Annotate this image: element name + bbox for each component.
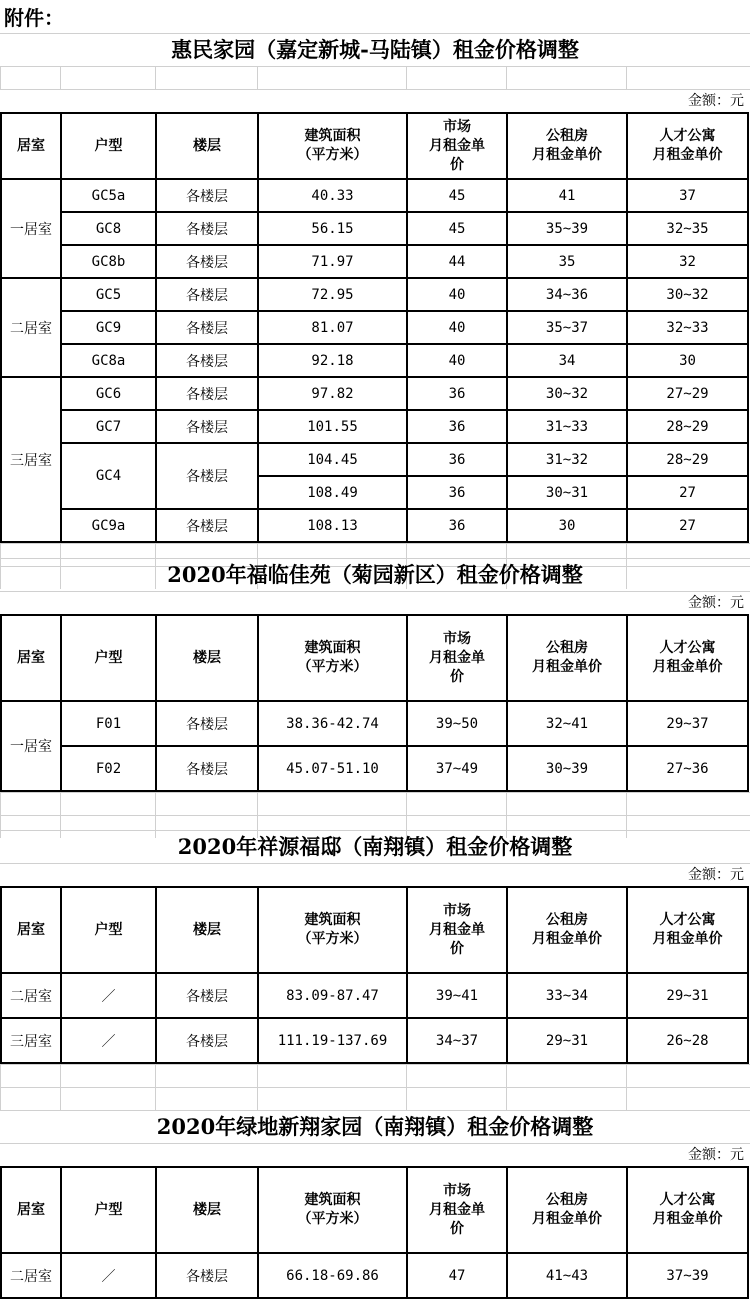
area-cell: 81.07: [258, 311, 407, 344]
floor-cell: 各楼层: [156, 746, 258, 791]
talent-rent-cell: 37: [627, 179, 748, 212]
floor-cell: 各楼层: [156, 701, 258, 746]
rent-table: [0, 886, 749, 1064]
table-row: [1, 179, 748, 212]
section-title: 2020年祥源福邸（南翔镇）租金价格调整: [0, 830, 750, 863]
area-cell: 111.19-137.69: [258, 1018, 407, 1063]
public-rent-cell: 41: [507, 179, 627, 212]
unit-label: 金额：元: [0, 89, 750, 112]
rent-table: [0, 614, 749, 792]
column-header: 楼层: [156, 1167, 258, 1253]
area-cell: 83.09-87.47: [258, 973, 407, 1018]
area-cell: 72.95: [258, 278, 407, 311]
unit-type-cell: GC9: [61, 311, 156, 344]
floor-cell: 各楼层: [156, 212, 258, 245]
spreadsheet-grid-row: [0, 66, 750, 89]
unit-type-cell: ／: [61, 1018, 156, 1063]
market-rent-cell: 36: [407, 509, 507, 542]
column-header: 市场 月租金单 价: [407, 113, 507, 179]
market-rent-cell: 44: [407, 245, 507, 278]
table-row: [1, 973, 748, 1018]
table-row: [1, 311, 748, 344]
spreadsheet-grid-row: [0, 1064, 750, 1087]
room-type-cell: 三居室: [1, 377, 61, 542]
public-rent-cell: 33~34: [507, 973, 627, 1018]
spreadsheet-grid-row: [0, 1087, 750, 1110]
unit-type-cell: GC8: [61, 212, 156, 245]
public-rent-cell: 35~39: [507, 212, 627, 245]
public-rent-cell: 35: [507, 245, 627, 278]
column-header: 人才公寓 月租金单价: [627, 615, 748, 701]
room-type-cell: 一居室: [1, 179, 61, 278]
table-row: [1, 410, 748, 443]
column-header: 市场 月租金单 价: [407, 1167, 507, 1253]
public-rent-cell: 29~31: [507, 1018, 627, 1063]
unit-label: 金额：元: [0, 863, 750, 886]
area-cell: 101.55: [258, 410, 407, 443]
room-type-cell: 二居室: [1, 278, 61, 377]
area-cell: 66.18-69.86: [258, 1253, 407, 1298]
public-rent-cell: 30: [507, 509, 627, 542]
market-rent-cell: 37~49: [407, 746, 507, 791]
public-rent-cell: 41~43: [507, 1253, 627, 1298]
attachment-label: 附件：: [4, 6, 64, 30]
room-type-cell: 一居室: [1, 701, 61, 791]
spreadsheet-grid-row: [0, 792, 750, 815]
unit-type-cell: GC4: [61, 443, 156, 509]
talent-rent-cell: 26~28: [627, 1018, 748, 1063]
talent-rent-cell: 30~32: [627, 278, 748, 311]
column-header: 建筑面积 （平方米）: [258, 1167, 407, 1253]
room-type-cell: 二居室: [1, 973, 61, 1018]
section-title: 2020年绿地新翔家园（南翔镇）租金价格调整: [0, 1110, 750, 1143]
market-rent-cell: 36: [407, 443, 507, 476]
talent-rent-cell: 27~36: [627, 746, 748, 791]
talent-rent-cell: 29~31: [627, 973, 748, 1018]
column-header: 公租房 月租金单价: [507, 113, 627, 179]
floor-cell: 各楼层: [156, 509, 258, 542]
column-header: 人才公寓 月租金单价: [627, 113, 748, 179]
column-header: 楼层: [156, 887, 258, 973]
section-title: 惠民家园（嘉定新城-马陆镇）租金价格调整: [0, 33, 750, 66]
public-rent-cell: 32~41: [507, 701, 627, 746]
market-rent-cell: 45: [407, 212, 507, 245]
unit-label: 金额：元: [0, 1143, 750, 1166]
public-rent-cell: 30~39: [507, 746, 627, 791]
unit-type-cell: GC7: [61, 410, 156, 443]
unit-type-cell: GC9a: [61, 509, 156, 542]
table-row: [1, 278, 748, 311]
area-cell: 108.13: [258, 509, 407, 542]
market-rent-cell: 47: [407, 1253, 507, 1298]
unit-type-cell: ／: [61, 973, 156, 1018]
talent-rent-cell: 32~33: [627, 311, 748, 344]
area-cell: 38.36-42.74: [258, 701, 407, 746]
floor-cell: 各楼层: [156, 278, 258, 311]
floor-cell: 各楼层: [156, 443, 258, 509]
talent-rent-cell: 27~29: [627, 377, 748, 410]
unit-type-cell: GC5: [61, 278, 156, 311]
area-cell: 104.45: [258, 443, 407, 476]
column-header: 市场 月租金单 价: [407, 887, 507, 973]
column-header: 人才公寓 月租金单价: [627, 887, 748, 973]
table-row: [1, 344, 748, 377]
column-header: 居室: [1, 887, 61, 973]
market-rent-cell: 39~41: [407, 973, 507, 1018]
unit-label: 金额：元: [0, 591, 750, 614]
talent-rent-cell: 28~29: [627, 410, 748, 443]
unit-type-cell: GC6: [61, 377, 156, 410]
header-row: [1, 887, 748, 973]
unit-type-cell: ／: [61, 1253, 156, 1298]
header-row: [1, 1167, 748, 1253]
market-rent-cell: 45: [407, 179, 507, 212]
rent-section: [0, 830, 750, 1110]
table-row: [1, 1253, 748, 1298]
area-cell: 40.33: [258, 179, 407, 212]
floor-cell: 各楼层: [156, 410, 258, 443]
column-header: 楼层: [156, 113, 258, 179]
talent-rent-cell: 27: [627, 509, 748, 542]
talent-rent-cell: 28~29: [627, 443, 748, 476]
public-rent-cell: 30~31: [507, 476, 627, 509]
public-rent-cell: 31~32: [507, 443, 627, 476]
rent-section: [0, 558, 750, 838]
floor-cell: 各楼层: [156, 1018, 258, 1063]
column-header: 建筑面积 （平方米）: [258, 113, 407, 179]
area-cell: 108.49: [258, 476, 407, 509]
column-header: 楼层: [156, 615, 258, 701]
rent-section: [0, 1110, 750, 1299]
rent-section: [0, 33, 750, 589]
table-row: [1, 746, 748, 791]
public-rent-cell: 31~33: [507, 410, 627, 443]
table-row: [1, 377, 748, 410]
room-type-cell: 二居室: [1, 1253, 61, 1298]
floor-cell: 各楼层: [156, 377, 258, 410]
column-header: 居室: [1, 615, 61, 701]
unit-type-cell: GC8b: [61, 245, 156, 278]
column-header: 户型: [61, 887, 156, 973]
column-header: 公租房 月租金单价: [507, 615, 627, 701]
column-header: 居室: [1, 113, 61, 179]
talent-rent-cell: 27: [627, 476, 748, 509]
floor-cell: 各楼层: [156, 179, 258, 212]
talent-rent-cell: 30: [627, 344, 748, 377]
room-type-cell: 三居室: [1, 1018, 61, 1063]
rent-table: [0, 1166, 749, 1299]
unit-type-cell: GC8a: [61, 344, 156, 377]
market-rent-cell: 36: [407, 377, 507, 410]
column-header: 公租房 月租金单价: [507, 1167, 627, 1253]
unit-type-cell: F01: [61, 701, 156, 746]
rent-table: [0, 112, 749, 543]
column-header: 居室: [1, 1167, 61, 1253]
market-rent-cell: 36: [407, 410, 507, 443]
table-row: [1, 212, 748, 245]
talent-rent-cell: 32: [627, 245, 748, 278]
table-row: [1, 1018, 748, 1063]
public-rent-cell: 34: [507, 344, 627, 377]
area-cell: 45.07-51.10: [258, 746, 407, 791]
public-rent-cell: 34~36: [507, 278, 627, 311]
column-header: 户型: [61, 1167, 156, 1253]
section-title: 2020年福临佳苑（菊园新区）租金价格调整: [0, 558, 750, 591]
talent-rent-cell: 32~35: [627, 212, 748, 245]
floor-cell: 各楼层: [156, 973, 258, 1018]
column-header: 建筑面积 （平方米）: [258, 887, 407, 973]
column-header: 公租房 月租金单价: [507, 887, 627, 973]
market-rent-cell: 39~50: [407, 701, 507, 746]
header-row: [1, 615, 748, 701]
floor-cell: 各楼层: [156, 344, 258, 377]
market-rent-cell: 40: [407, 311, 507, 344]
market-rent-cell: 34~37: [407, 1018, 507, 1063]
market-rent-cell: 40: [407, 278, 507, 311]
talent-rent-cell: 29~37: [627, 701, 748, 746]
floor-cell: 各楼层: [156, 245, 258, 278]
area-cell: 92.18: [258, 344, 407, 377]
floor-cell: 各楼层: [156, 311, 258, 344]
area-cell: 97.82: [258, 377, 407, 410]
table-row: [1, 701, 748, 746]
area-cell: 56.15: [258, 212, 407, 245]
table-row: [1, 245, 748, 278]
public-rent-cell: 30~32: [507, 377, 627, 410]
public-rent-cell: 35~37: [507, 311, 627, 344]
table-row: [1, 443, 748, 476]
column-header: 户型: [61, 113, 156, 179]
column-header: 户型: [61, 615, 156, 701]
header-row: [1, 113, 748, 179]
talent-rent-cell: 37~39: [627, 1253, 748, 1298]
table-row: [1, 509, 748, 542]
area-cell: 71.97: [258, 245, 407, 278]
market-rent-cell: 36: [407, 476, 507, 509]
unit-type-cell: F02: [61, 746, 156, 791]
market-rent-cell: 40: [407, 344, 507, 377]
column-header: 市场 月租金单 价: [407, 615, 507, 701]
floor-cell: 各楼层: [156, 1253, 258, 1298]
column-header: 建筑面积 （平方米）: [258, 615, 407, 701]
unit-type-cell: GC5a: [61, 179, 156, 212]
column-header: 人才公寓 月租金单价: [627, 1167, 748, 1253]
